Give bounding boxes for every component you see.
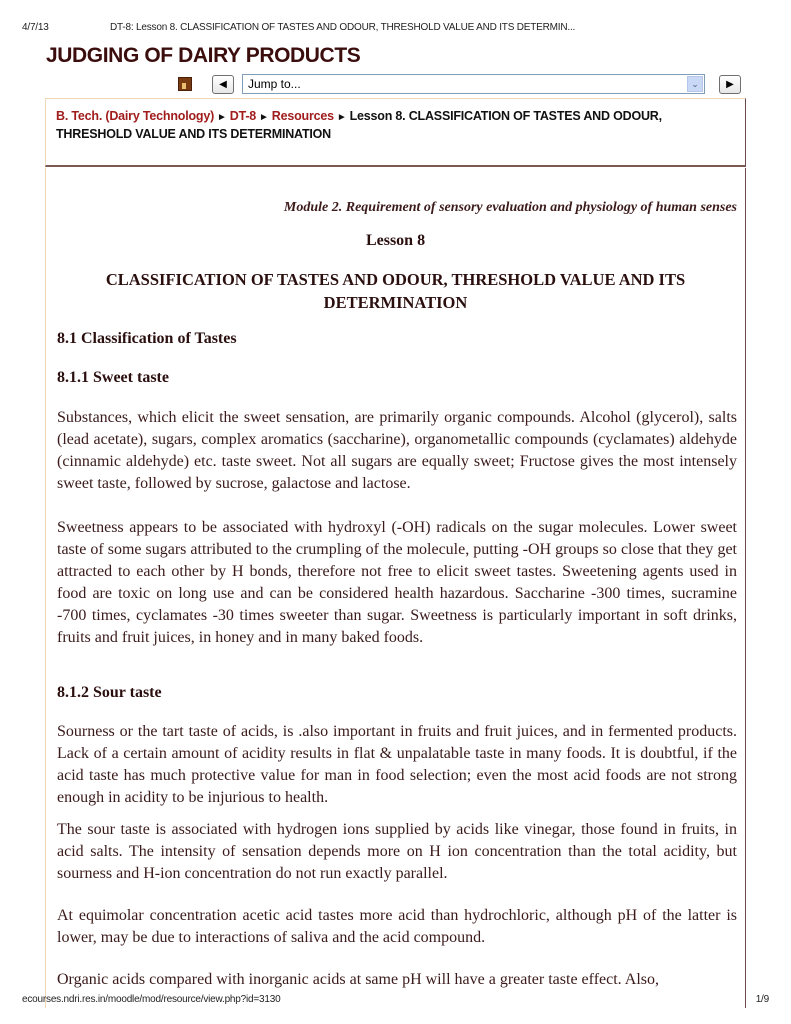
breadcrumb: [45, 98, 746, 167]
lesson-number: Lesson 8: [365, 232, 426, 249]
print-page-title: DT-8: Lesson 8. CLASSIFICATION OF TASTES AND ODOUR, THRESHOLD VALUE AND ITS DETERMIN...: [110, 22, 576, 33]
section-heading-8-1-2: 8.1.2 Sour taste: [57, 684, 162, 701]
jump-to-label: Jump to...: [248, 77, 301, 91]
chevron-down-icon[interactable]: ⌄: [687, 76, 703, 92]
paragraph-sour-1: Sourness or the tart taste of acids, is .also important in fruits and fruit juices, and in fermented products. Lack of a certain amount of acidity results in flat & unpalatable taste in many foods. It is doubtful, if the acid taste has much protective value for man in food selection; even the most acid foods are not strong enough in acidity to be injurious to health.: [57, 723, 737, 806]
paragraph-sour-2: The sour taste is associated with hydrogen ions supplied by acids like vinegar, those found in fruits, in acid salts. The intensity of sensation depends more on H ion concentration than the total acidity, but sourness and H-ion concentration do not run exactly parallel.: [57, 821, 737, 882]
breadcrumb-separator-icon: ►: [217, 112, 227, 123]
jump-to-select[interactable]: [242, 74, 705, 94]
breadcrumb-link-resources[interactable]: Resources: [271, 109, 334, 123]
breadcrumb-current: Lesson 8. CLASSIFICATION OF TASTES AND ODOUR, THRESHOLD VALUE AND ITS DETERMINATION: [56, 109, 662, 141]
print-date: 4/7/13: [22, 22, 49, 33]
section-heading-8-1-1: 8.1.1 Sweet taste: [57, 369, 169, 386]
module-heading: Module 2. Requirement of sensory evaluation and physiology of human senses: [283, 200, 737, 215]
page-number: 1/9: [755, 994, 769, 1005]
print-header: [22, 22, 769, 33]
arrow-right-icon: ▶: [726, 78, 734, 90]
breadcrumb-link-dt8[interactable]: DT-8: [229, 109, 257, 123]
previous-button[interactable]: [212, 75, 234, 94]
next-button[interactable]: [719, 75, 741, 94]
breadcrumb-link-btech[interactable]: B. Tech. (Dairy Technology): [56, 109, 215, 123]
paragraph-sour-3: At equimolar concentration acetic acid tastes more acid than hydrochloric, although pH of the latter is lower, may be due to interactions of saliva and the acid compound.: [57, 907, 737, 946]
site-title[interactable]: JUDGING OF DAIRY PRODUCTS: [46, 44, 361, 67]
arrow-left-icon: ◀: [219, 78, 227, 90]
lesson-content: [45, 168, 746, 1008]
paragraph-sweet-2: Sweetness appears to be associated with hydroxyl (-OH) radicals on the sugar molecules. Lower sweet taste of some sugars attributed to the crumpling of the molecule, putting -OH groups so close that they get attracted to each other by H bonds, therefore not free to elicit sweet tastes. Sweetening agents used in food are toxic on long use and can be considered health hazardous. Saccharine -300 times, sucramine -700 times, cyclamates -30 times sweeter than sugar. Sweetness is particularly important in soft drinks, fruits and fruit juices, in honey and in many baked foods.: [57, 519, 737, 646]
section-heading-8-1: 8.1 Classification of Tastes: [57, 330, 237, 347]
lesson-title: CLASSIFICATION OF TASTES AND ODOUR, THRESHOLD VALUE AND ITS DETERMINATION: [105, 270, 686, 312]
paragraph-sour-4: Organic acids compared with inorganic acids at same pH will have a greater taste effect. Also,: [57, 971, 660, 988]
paragraph-sweet-1: Substances, which elicit the sweet sensation, are primarily organic compounds. Alcohol (glycerol), salts (lead acetate), sugars, complex aromatics (saccharine), organometallic compounds (cyclamates) aldehyde (cinnamic aldehyde) etc. taste sweet. Not all sugars are equally sweet; Fructose gives the most intensely sweet taste, followed by sucrose, galactose and lactose.: [57, 409, 737, 492]
navigation-bar: [178, 73, 746, 95]
breadcrumb-separator-icon: ►: [259, 112, 269, 123]
print-footer: [22, 994, 769, 1005]
breadcrumb-separator-icon: ►: [336, 112, 347, 123]
page-url: ecourses.ndri.res.in/moodle/mod/resource/view.php?id=3130: [22, 994, 281, 1005]
report-icon[interactable]: [178, 77, 192, 91]
